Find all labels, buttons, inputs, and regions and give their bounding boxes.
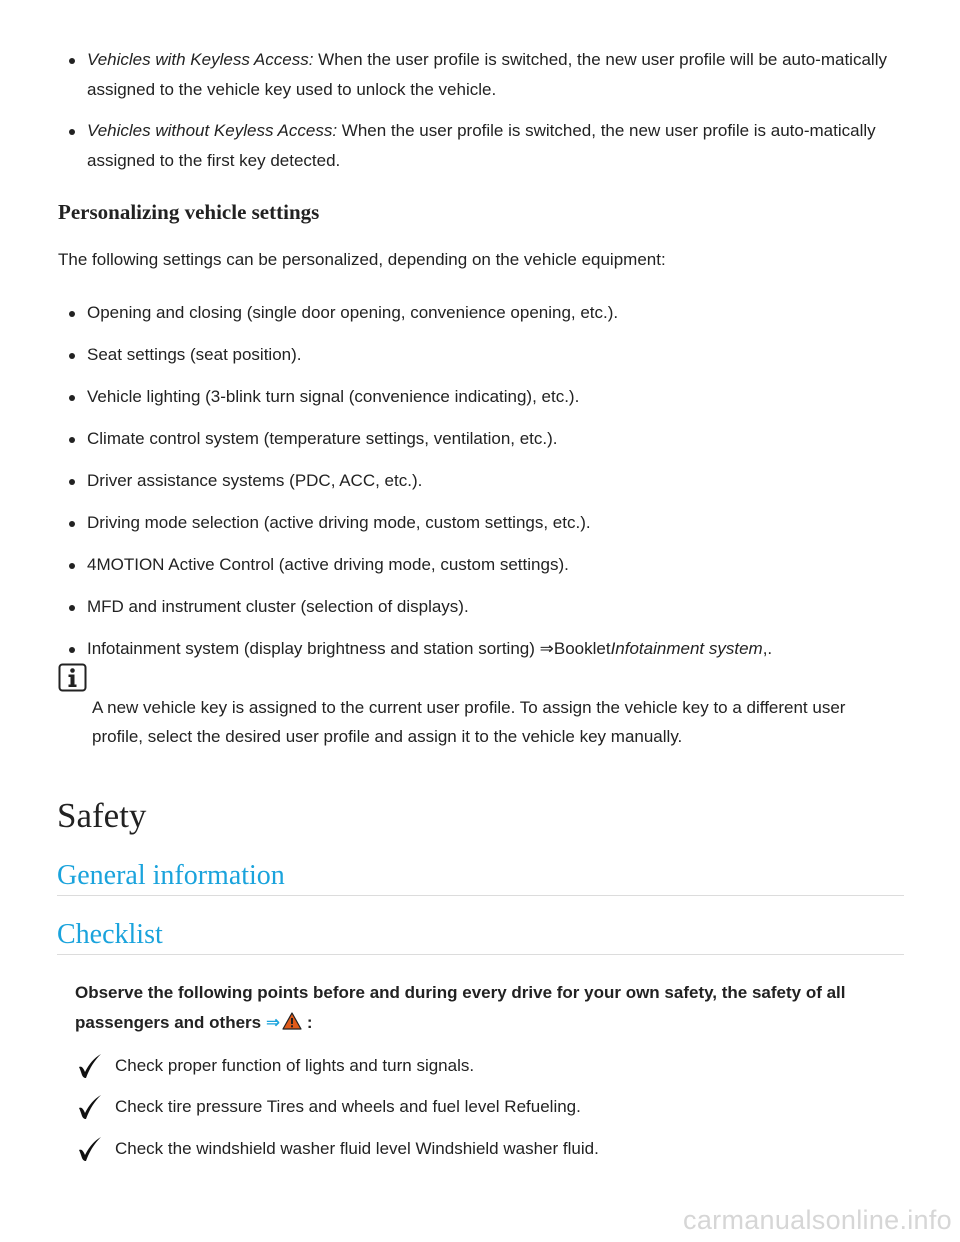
intro-text: The following settings can be personalized, depending on the vehicle equipment: [58,250,666,269]
settings-list [58,298,904,664]
keyless-section [58,45,904,187]
infotainment-text: Infotainment system (display brightness and station sorting) [87,639,540,658]
keyless-text: When the user profile is switched, the new user profile is auto-matically assigned to the first key detected. [87,121,876,170]
keyless-label: Vehicles with Keyless Access: [87,50,314,69]
general-info-heading[interactable]: General information [57,860,904,896]
list-item: MFD and instrument cluster (selection of displays). [58,592,904,622]
item-suffix: ,. [762,639,773,658]
keyless-list [58,45,904,176]
checkmark-icon [77,1136,103,1162]
booklet-link[interactable]: Booklet [553,639,611,658]
checklist-item [75,1051,904,1081]
list-item: Driver assistance systems (PDC, ACC, etc.). [58,466,904,496]
settings-section [58,298,904,676]
checklist-text: Check tire pressure Tires and wheels and fuel level Refueling. [115,1097,581,1116]
watermark: carmanualsonline.info [683,1205,952,1235]
booklet-title[interactable]: Infotainment system [610,639,763,658]
arrow-ref-icon[interactable]: ⇒ [539,639,554,658]
list-item: 4MOTION Active Control (active driving mode, custom settings). [58,550,904,580]
section-heading: Personalizing vehicle settings [58,200,320,224]
personalizing-heading-wrap [58,200,904,225]
list-item [58,634,904,664]
checklist-heading[interactable]: Checklist [57,919,904,955]
list-item: Opening and closing (single door opening, convenience opening, etc.). [58,298,904,328]
note-text: A new vehicle key is assigned to the current user profile. To assign the vehicle key to a different user profile, select the desired user profile and assign it to the vehicle key manually. [92,698,846,746]
keyless-text: When the user profile is switched, the new user profile will be auto-matically assigned to the vehicle key used to unlock the vehicle. [87,50,887,99]
observe-text [75,978,904,1038]
checklist-text: Check the windshield washer fluid level Windshield washer fluid. [115,1139,599,1158]
checkmark-icon [77,1094,103,1120]
keyless-label: Vehicles without Keyless Access: [87,121,338,140]
checklist-text: Check proper function of lights and turn signals. [115,1056,475,1075]
checklist-item [75,1092,904,1122]
page-title: Safety [57,796,147,835]
list-item: Driving mode selection (active driving mode, custom settings, etc.). [58,508,904,538]
checkmark-icon [77,1053,103,1079]
list-item: Climate control system (temperature settings, ventilation, etc.). [58,424,904,454]
personalizing-intro-wrap [58,245,904,275]
info-icon [58,663,87,692]
list-item [58,116,904,176]
list-item: Vehicle lighting (3-blink turn signal (convenience indicating), etc.). [58,382,904,412]
list-item [58,45,904,105]
observe-colon: : [302,1013,313,1032]
warning-icon[interactable] [282,1012,302,1030]
list-item: Seat settings (seat position). [58,340,904,370]
observe-body: Observe the following points before and during every drive for your own safety, the safety of all passengers and others [75,983,846,1032]
checklist-item [75,1134,904,1164]
arrow-ref-icon[interactable]: ⇒ [265,1013,281,1032]
